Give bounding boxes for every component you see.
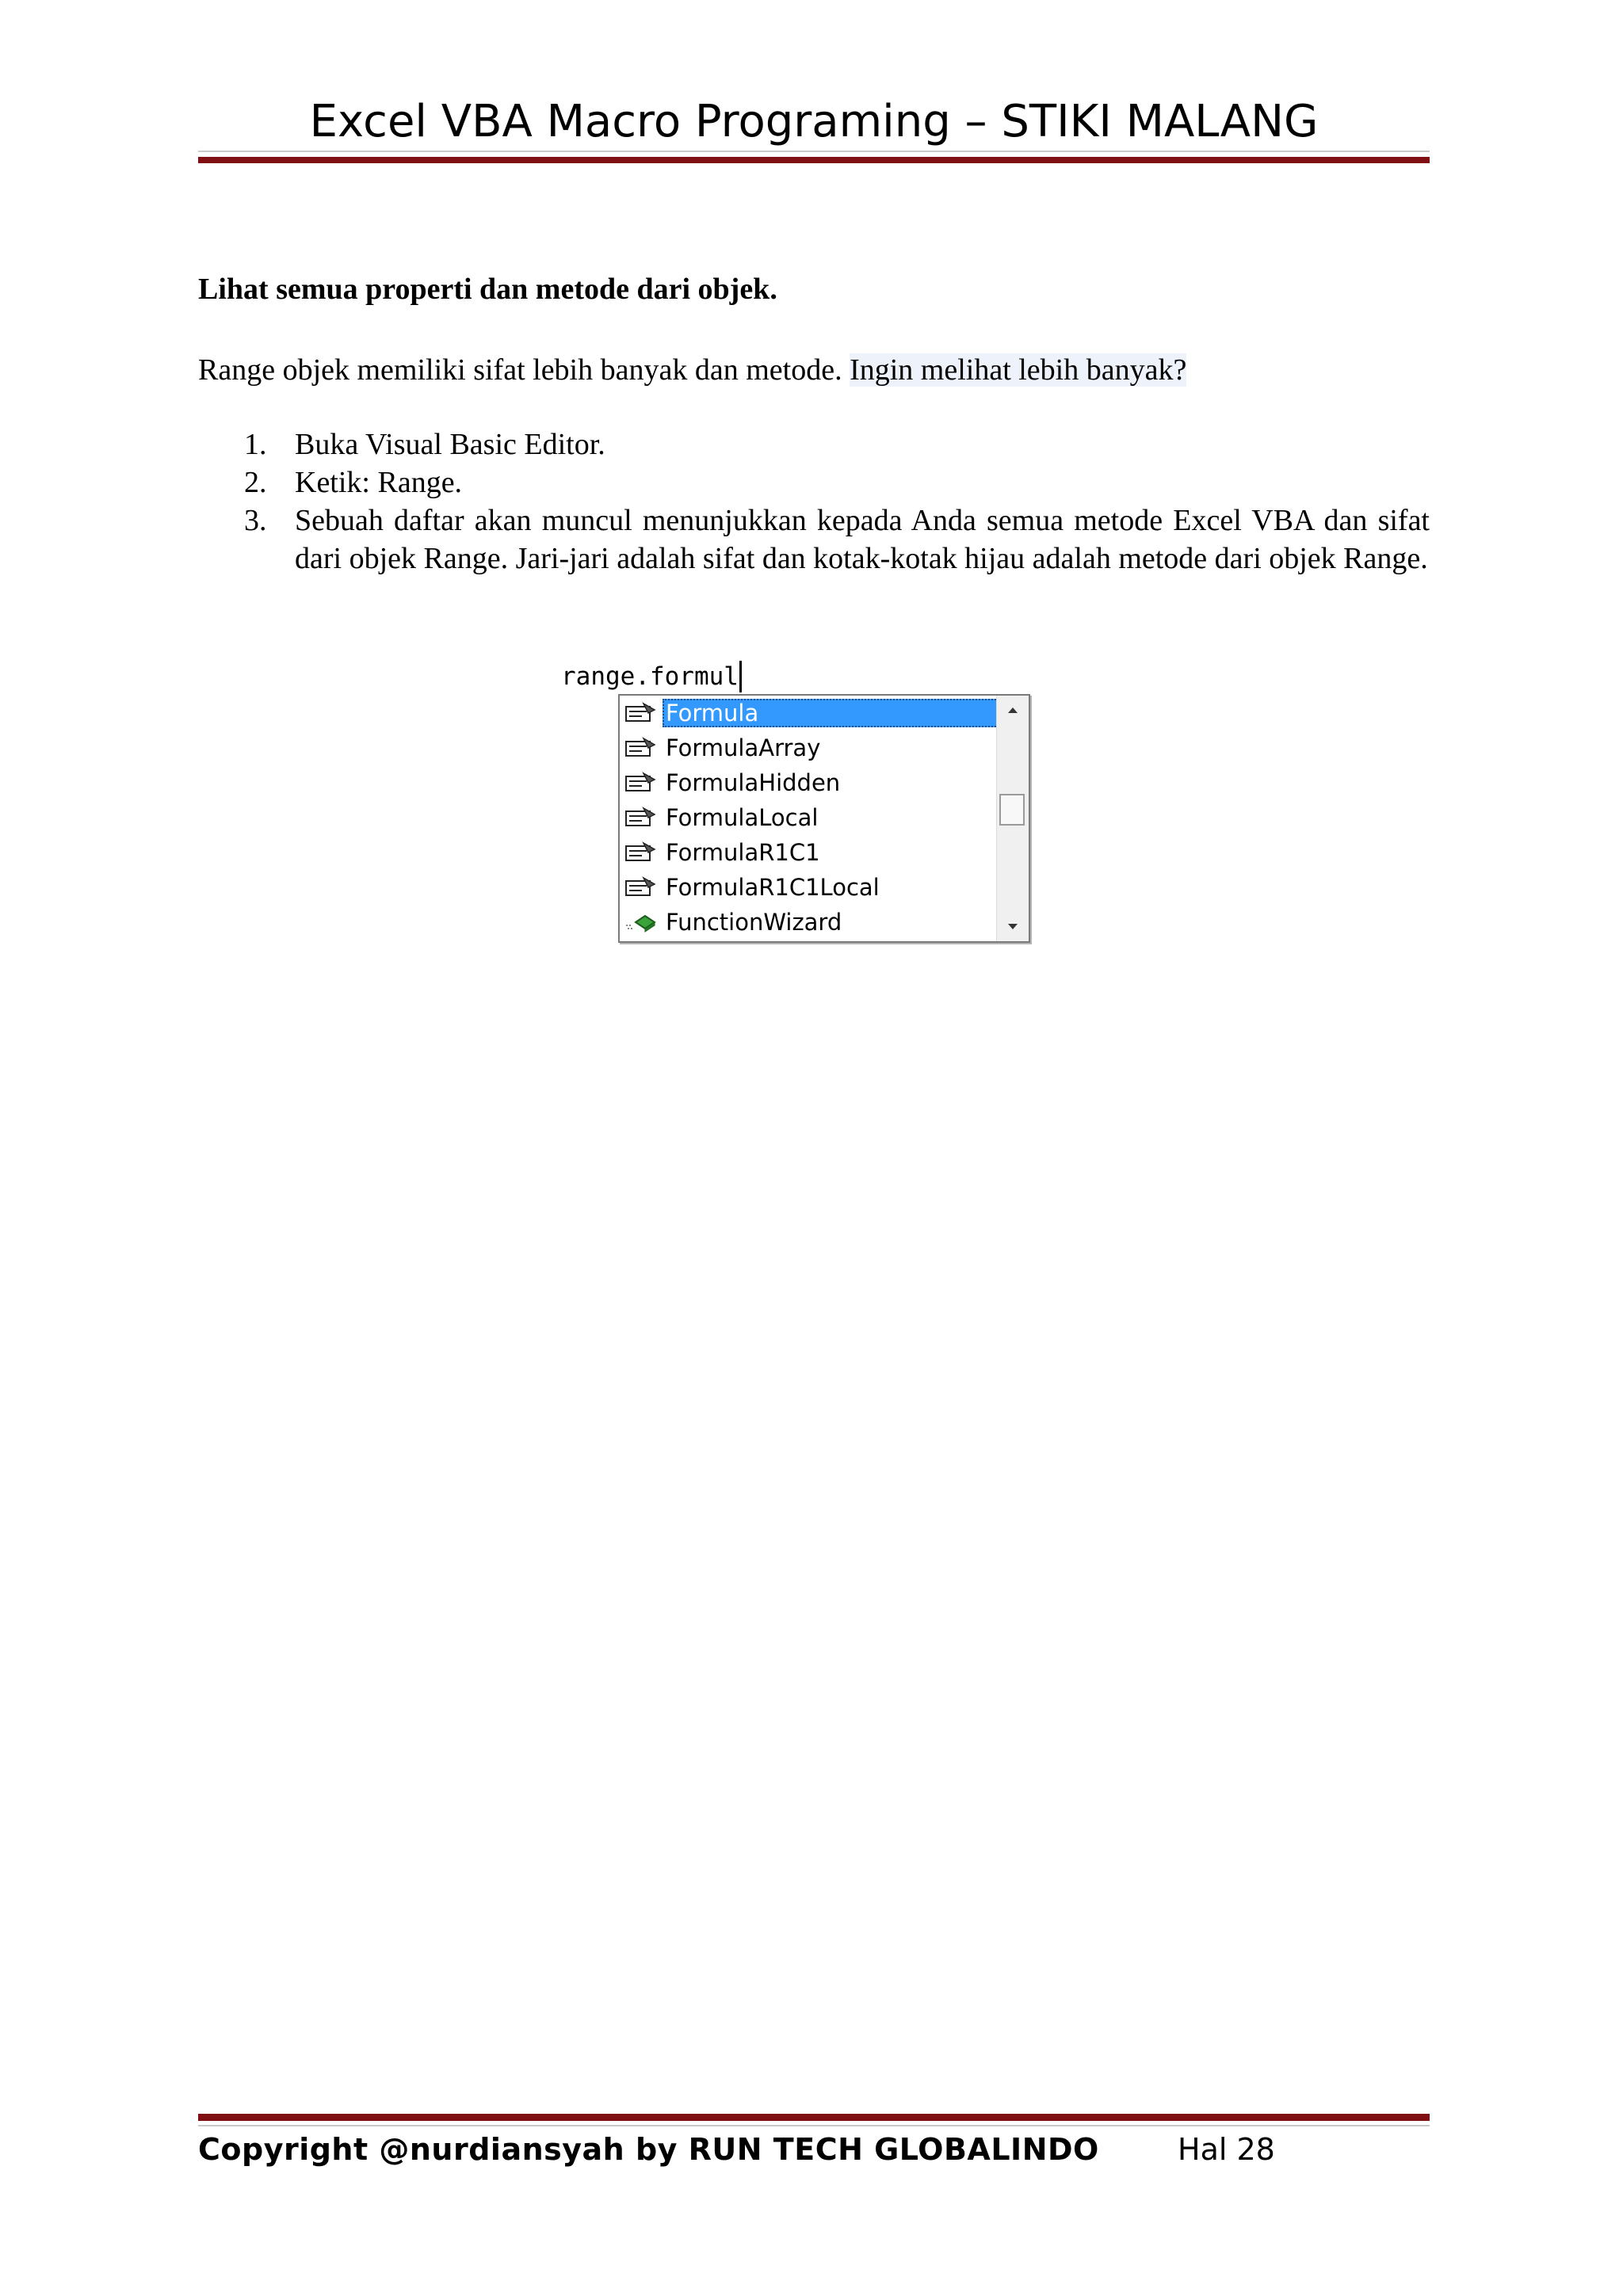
step-text: Sebuah daftar akan muncul menunjukkan kepada Anda semua metode Excel VBA dan sifat dari objek Range. Jari-jari adalah sifat dan kotak-kotak hijau adalah metode dari objek Range.	[295, 504, 1430, 575]
autocomplete-item-label: FormulaHidden	[666, 769, 841, 796]
autocomplete-item-label: Formula	[663, 699, 1027, 727]
step-number: 3.	[244, 504, 267, 537]
step-number: 1.	[244, 428, 267, 461]
autocomplete-item-label: FormulaR1C1Local	[666, 874, 880, 901]
autocomplete-item-label: FunctionWizard	[666, 909, 842, 936]
scroll-thumb[interactable]	[999, 794, 1025, 826]
step-text: Buka Visual Basic Editor.	[295, 428, 605, 461]
intro-text: Range objek memiliki sifat lebih banyak dan metode.	[198, 353, 842, 387]
section-heading: Lihat semua properti dan metode dari objek.	[198, 273, 777, 306]
list-item	[198, 425, 1430, 463]
autocomplete-item-formular1c1[interactable]	[620, 835, 994, 870]
list-item	[198, 502, 1430, 578]
intro-paragraph	[198, 350, 1430, 390]
step-text: Ketik: Range.	[295, 466, 463, 499]
code-text: range.formul	[561, 662, 739, 691]
step-number: 2.	[244, 466, 267, 499]
page-header-title: Excel VBA Macro Programing – STIKI MALANG	[309, 96, 1319, 147]
property-icon	[624, 702, 656, 724]
autocomplete-item-label: FormulaR1C1	[666, 839, 820, 866]
footer-divider-thin	[198, 2125, 1430, 2126]
autocomplete-item-functionwizard[interactable]	[620, 905, 994, 940]
autocomplete-item-label: FormulaLocal	[666, 804, 819, 831]
autocomplete-item-formulalocal[interactable]	[620, 800, 994, 835]
page-number: Hal 28	[1178, 2132, 1275, 2167]
autocomplete-item-formular1c1local[interactable]	[620, 870, 994, 905]
property-icon	[624, 772, 656, 794]
autocomplete-item-formulaarray[interactable]	[620, 730, 994, 765]
property-icon	[624, 876, 656, 898]
scroll-up-icon[interactable]	[997, 696, 1029, 724]
header-divider-thick	[198, 157, 1430, 163]
text-caret	[739, 661, 742, 692]
footer-copyright: Copyright @nurdiansyah by RUN TECH GLOBALINDO	[198, 2132, 1099, 2167]
scroll-down-icon[interactable]	[997, 913, 1029, 941]
autocomplete-list	[620, 696, 994, 940]
property-icon	[624, 841, 656, 864]
autocomplete-item-formulahidden[interactable]	[620, 765, 994, 800]
property-icon	[624, 737, 656, 759]
footer-divider-thick	[198, 2114, 1430, 2121]
intro-highlight: Ingin melihat lebih banyak?	[850, 353, 1187, 387]
autocomplete-item-formula[interactable]	[620, 696, 994, 730]
autocomplete-dropdown	[618, 694, 1030, 943]
code-editor-line	[561, 661, 742, 692]
dropdown-scrollbar[interactable]	[996, 696, 1029, 941]
steps-list	[198, 425, 1430, 578]
list-item	[198, 463, 1430, 502]
method-icon	[624, 911, 656, 933]
header-divider-thin	[198, 151, 1430, 152]
autocomplete-item-label: FormulaArray	[666, 734, 821, 761]
property-icon	[624, 807, 656, 829]
